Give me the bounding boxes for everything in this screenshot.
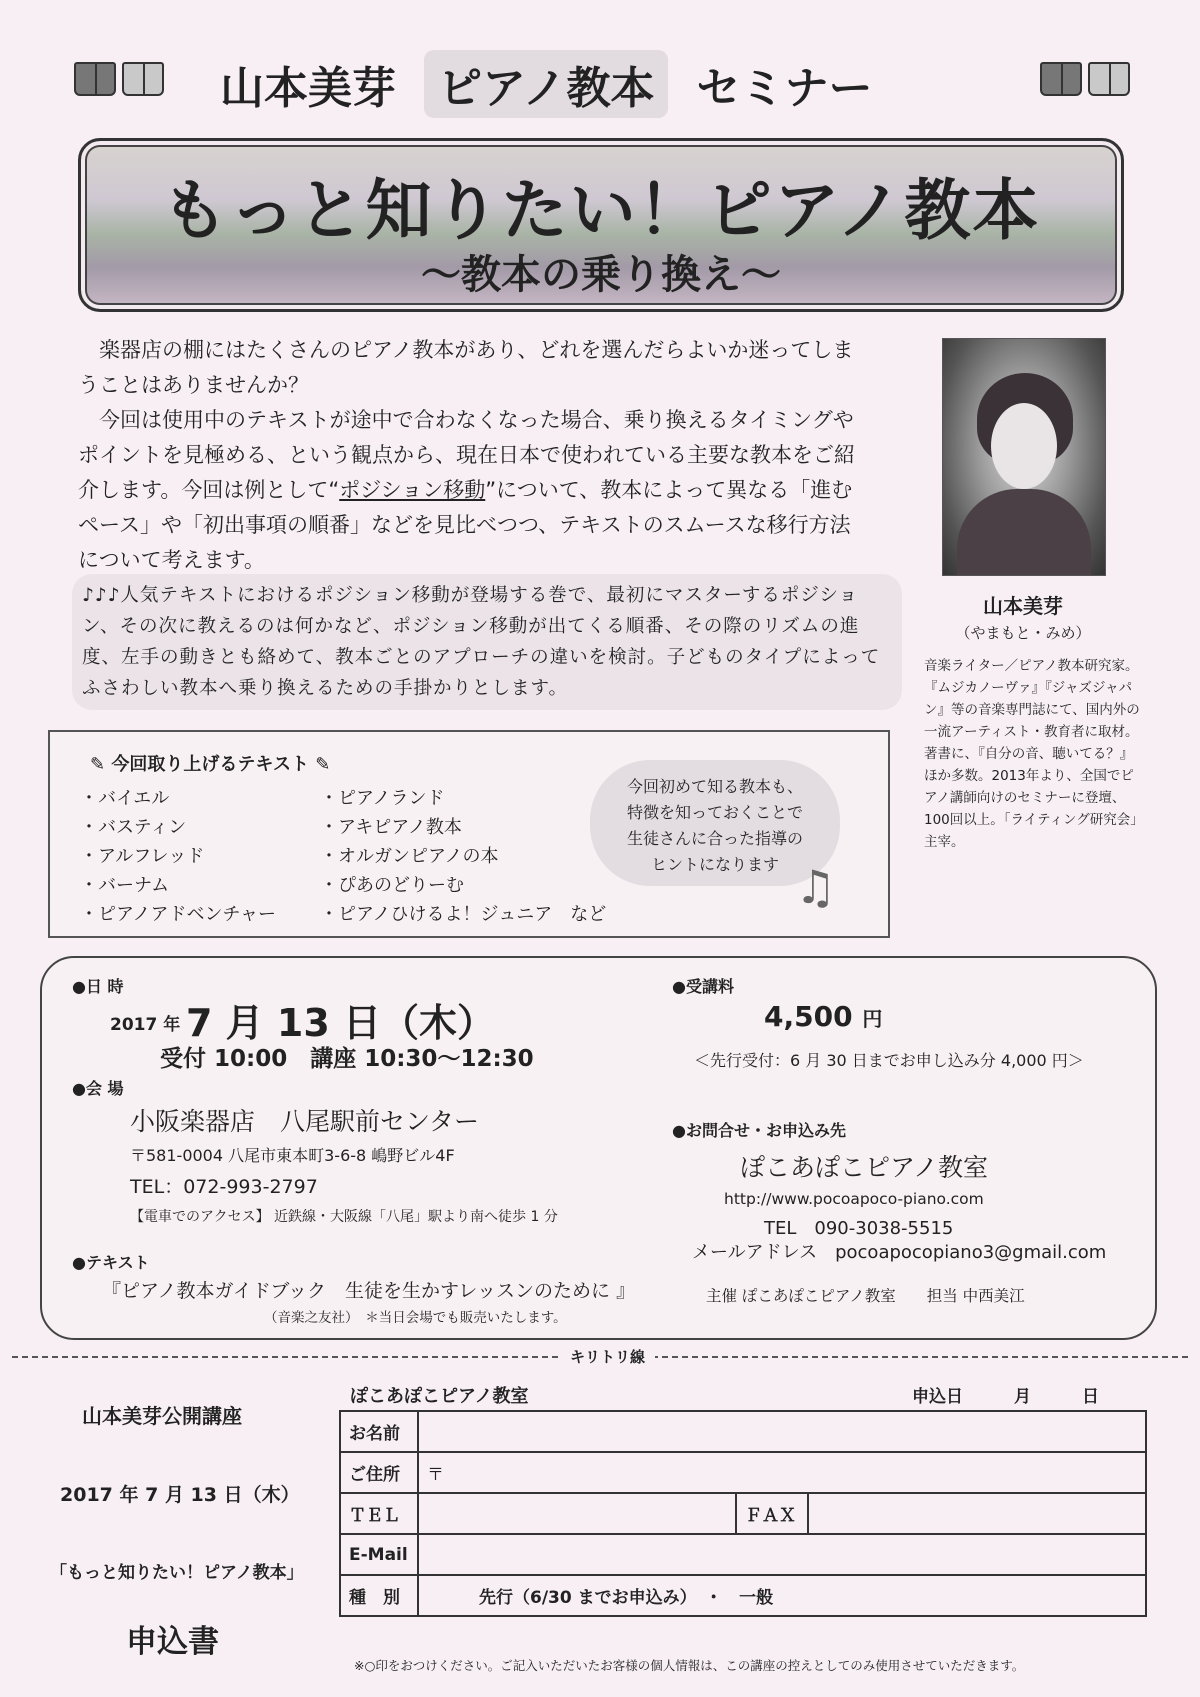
form-label-fax: ＦＡＸ bbox=[736, 1493, 808, 1534]
form-label-type: 種 別 bbox=[340, 1575, 418, 1616]
name-field[interactable] bbox=[418, 1411, 1146, 1452]
list-item: ・バスティン bbox=[80, 817, 187, 838]
event-year: 2017 年 bbox=[110, 1015, 181, 1035]
intro-p2-a: 今回は使用中のテキストが途中で合わなくなった場合、乗り換えるタイミングやポイントを見極める、という観点から、現在日本で使われている主要な教本をご紹介します。今回は例として“ bbox=[78, 408, 855, 502]
text-label: ●テキスト bbox=[72, 1253, 150, 1272]
intro-text bbox=[78, 333, 868, 578]
book-icons-right bbox=[1040, 62, 1130, 96]
tel-field[interactable] bbox=[418, 1493, 736, 1534]
book-icon bbox=[1088, 62, 1130, 96]
form-course-date: 2017 年 7 月 13 日（木） bbox=[60, 1484, 300, 1506]
intro-paragraph-1: 楽器店の棚にはたくさんのピアノ教本があり、どれを選んだらよいか迷ってしまうことはありませんか？ bbox=[78, 338, 854, 397]
textbook-title: 『ピアノ教本ガイドブック 生徒を生かすレッスンのために 』 bbox=[102, 1280, 636, 1302]
contact-label: ●お問合せ・お申込み先 bbox=[672, 1121, 846, 1140]
contact-tel: TEL 090-3038-5515 bbox=[764, 1218, 954, 1239]
textbook-column-2 bbox=[320, 784, 606, 929]
fee-amount bbox=[764, 1000, 882, 1033]
book-icon bbox=[122, 62, 164, 96]
form-row-email bbox=[340, 1534, 1146, 1575]
bubble-line: 特徴を知っておくことで bbox=[626, 803, 803, 822]
list-item: ・ぴあのどりーむ bbox=[320, 875, 464, 896]
cut-line-label: キリトリ線 bbox=[560, 1346, 655, 1367]
banner-subtitle: 〜教本の乗り換え〜 bbox=[421, 252, 781, 298]
organizer: 主催 ぽこあぽこピアノ教室 担当 中西美江 bbox=[706, 1287, 1025, 1305]
form-label-tel: ＴＥＬ bbox=[340, 1493, 418, 1534]
photo-face bbox=[991, 403, 1057, 489]
fee-unit: 円 bbox=[862, 1007, 883, 1031]
venue-tel: TEL：072-993-2797 bbox=[130, 1176, 318, 1198]
textbook-list-heading bbox=[90, 750, 330, 776]
form-label-email: E-Mail bbox=[340, 1534, 418, 1575]
profile-name: 山本美芽 bbox=[983, 594, 1063, 618]
header-right-text: セミナー bbox=[696, 63, 873, 114]
photo-body bbox=[957, 489, 1091, 576]
form-school: ぽこあぽこピアノ教室 bbox=[350, 1386, 529, 1407]
intro-paragraph-2 bbox=[78, 403, 868, 578]
form-apply-title: 申込書 bbox=[126, 1624, 219, 1660]
form-apply-date: 申込日 月 日 bbox=[912, 1387, 1099, 1407]
intro-p2-b: ”について、教本によって異なる「進むペース」や「初出事項の順番」などを見比べつつ、テキストのスムースな移行方法について考えます。 bbox=[78, 478, 853, 572]
list-item: ・アルフレッド bbox=[80, 846, 205, 867]
form-footnote: ※○印をおつけください。ご記入いただいたお客様の個人情報は、この講座の控えとしてのみ使用させていただきます。 bbox=[354, 1658, 1025, 1673]
list-item: ・バーナム bbox=[80, 875, 170, 896]
fax-field[interactable] bbox=[808, 1493, 1146, 1534]
music-note-icon: ♫ bbox=[795, 860, 837, 914]
event-times: 受付 10:00 講座 10:30〜12:30 bbox=[160, 1046, 534, 1072]
form-row-tel bbox=[340, 1493, 1146, 1534]
form-row-address bbox=[340, 1452, 1146, 1493]
bubble-line: ヒントになります bbox=[650, 855, 779, 874]
fee-label: ●受講料 bbox=[672, 977, 734, 996]
venue-name: 小阪楽器店 八尾駅前センター bbox=[130, 1107, 480, 1136]
list-item: ・アキピアノ教本 bbox=[320, 817, 462, 838]
form-label-address: ご住所 bbox=[340, 1452, 418, 1493]
header-left-text: 山本美芽 bbox=[220, 63, 396, 114]
type-options[interactable]: 先行（6/30 までお申込み） ・ 一般 bbox=[418, 1575, 1146, 1616]
seminar-notes: ♪♪♪人気テキストにおけるポジション移動が登場する巻で、最初にマスターするポジション、その次に教えるのは何かなど、ポジション移動が出てくる順番、その際のリズムの進度、左手の動きとも絡めて、教本ごとのアプローチの違いを検討。子どものタイプによってふさわしい教本へ乗り換えるための手掛かりとします。 bbox=[72, 574, 902, 710]
list-item: ・オルガンピアノの本 bbox=[320, 846, 499, 867]
email-field[interactable] bbox=[418, 1534, 1146, 1575]
list-item: ・ピアノひけるよ！ジュニア など bbox=[320, 904, 607, 925]
form-label-name: お名前 bbox=[340, 1411, 418, 1452]
venue-label: ●会 場 bbox=[72, 1079, 124, 1098]
event-info-box bbox=[40, 956, 1157, 1340]
application-form bbox=[339, 1410, 1147, 1617]
form-course-title: 山本美芽公開講座 bbox=[82, 1404, 242, 1428]
contact-school: ぽこあぽこピアノ教室 bbox=[740, 1153, 989, 1182]
venue-access: 【電車でのアクセス】 近鉄線・大阪線「八尾」駅より南へ徒歩 1 分 bbox=[130, 1209, 558, 1225]
profile-kana: （やまもと・みめ） bbox=[955, 624, 1091, 642]
contact-email[interactable]: メールアドレス pocoapocopiano3@gmail.com bbox=[692, 1242, 1107, 1263]
main-banner bbox=[78, 138, 1124, 312]
textbook-list-box bbox=[48, 730, 890, 938]
banner-title: もっと知りたい！ピアノ教本 bbox=[161, 172, 1041, 249]
textbook-heading-text: 今回取り上げるテキスト bbox=[111, 754, 310, 775]
form-course-name: 「もっと知りたい！ピアノ教本」 bbox=[50, 1563, 304, 1583]
pencil-icon: ✎ bbox=[90, 754, 106, 775]
fee-early: ＜先行受付：6 月 30 日までお申し込み分 4,000 円＞ bbox=[694, 1051, 1084, 1070]
bubble-line: 今回初めて知る教本も、 bbox=[626, 777, 803, 796]
contact-url[interactable]: http://www.pocoapoco-piano.com bbox=[724, 1190, 984, 1208]
list-item: ・ピアノランド bbox=[320, 788, 445, 809]
intro-p2-underline: ポジション移動 bbox=[339, 478, 486, 502]
textbook-publisher: （音楽之友社） ＊当日会場でも販売いたします。 bbox=[264, 1310, 567, 1326]
venue-address: 〒581-0004 八尾市東本町3-6-8 嶋野ビル4F bbox=[130, 1146, 455, 1165]
date-label: ●日 時 bbox=[72, 977, 124, 996]
form-row-name bbox=[340, 1411, 1146, 1452]
bubble-line: 生徒さんに合った指導の bbox=[626, 829, 803, 848]
list-item: ・バイエル bbox=[80, 788, 170, 809]
header-title bbox=[220, 50, 1000, 118]
form-row-type bbox=[340, 1575, 1146, 1616]
book-icon bbox=[74, 62, 116, 96]
pencil-icon: ✎ bbox=[315, 754, 331, 775]
textbook-column-1 bbox=[80, 784, 276, 929]
profile-photo bbox=[942, 338, 1106, 576]
header-boxed-text: ピアノ教本 bbox=[424, 50, 668, 118]
list-item: ・ピアノアドベンチャー bbox=[80, 904, 277, 925]
postal-mark: 〒 bbox=[427, 1465, 444, 1485]
event-date: 7 月 13 日（木） bbox=[186, 1001, 496, 1045]
address-field[interactable] bbox=[418, 1452, 1146, 1493]
book-icon bbox=[1040, 62, 1082, 96]
profile-bio: 音楽ライター／ピアノ教本研究家。『ムジカノーヴァ』『ジャズジャパン』等の音楽専門誌にて、国内外の一流アーティスト・教育者に取材。著書に、『自分の音、聴いてる？』ほか多数。2013年より、全国でピアノ講師向けのセミナーに登壇、100回以上。「ライティング研究会」主宰。 bbox=[924, 658, 1140, 850]
fee-value: 4,500 bbox=[764, 1000, 853, 1033]
book-icons-left bbox=[74, 62, 164, 96]
